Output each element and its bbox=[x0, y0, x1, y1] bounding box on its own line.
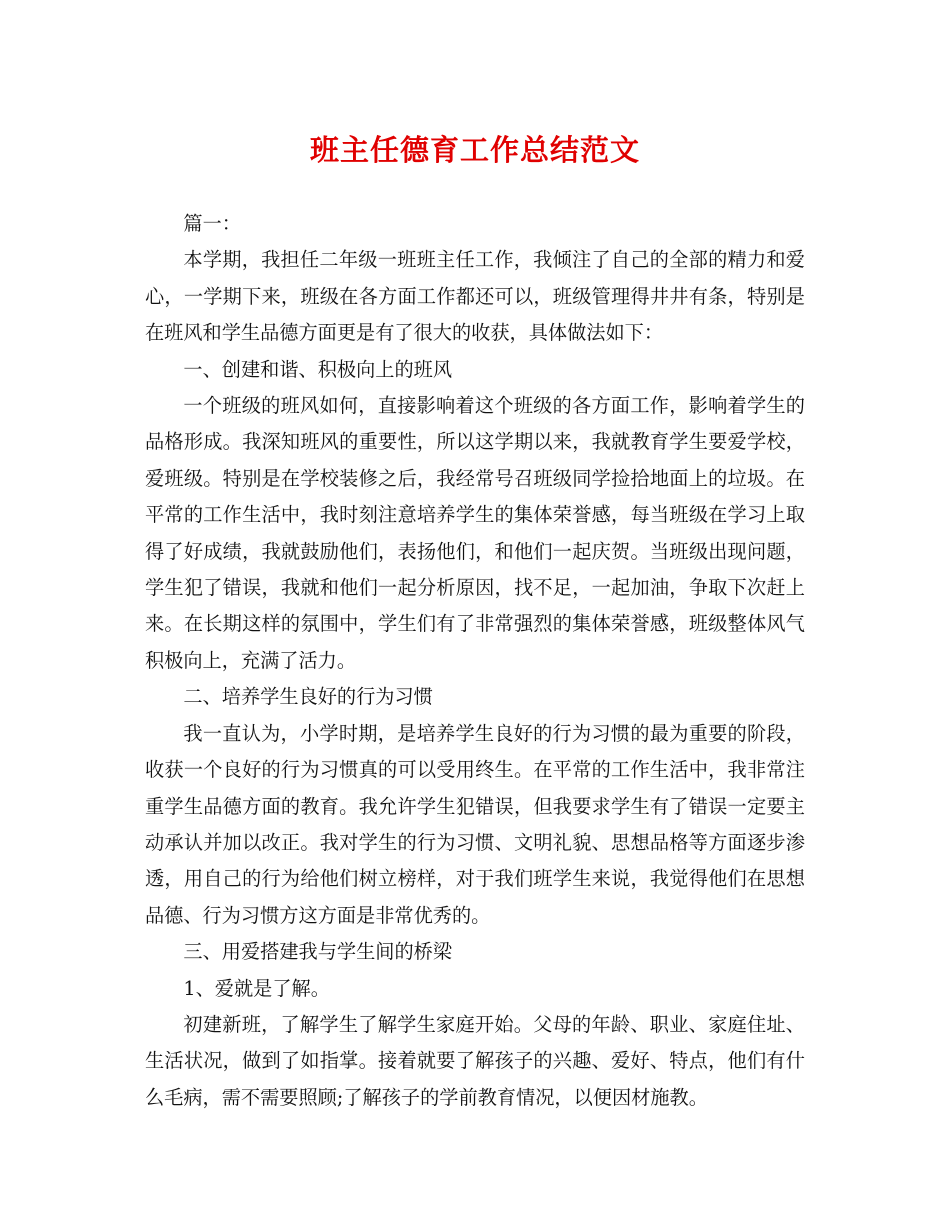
subheading-3-1: 1、爱就是了解。 bbox=[183, 976, 330, 1000]
document-body bbox=[145, 206, 805, 1116]
paragraph-section-1: 一个班级的班风如何，直接影响着这个班级的各方面工作，影响着学生的品格形成。我深知班风的重要性，所以这学期以来，我就教育学生要爱学校，爱班级。特别是在学校装修之后，我经常号召班级同学捡拾地面上的垃圾。在平常的工作生活中，我时刻注意培养学生的集体荣誉感，每当班级在学习上取得了好成绩，我就鼓励他们，表扬他们，和他们一起庆贺。当班级出现问题，学生犯了错误，我就和他们一起分析原因，找不足，一起加油，争取下次赶上来。在长期这样的氛围中，学生们有了非常强烈的集体荣誉感，班级整体风气积极向上，充满了活力。 bbox=[145, 394, 805, 672]
heading-section-1: 一、创建和谐、积极向上的班风 bbox=[183, 357, 453, 381]
paragraph-section-3-1: 初建新班，了解学生了解学生家庭开始。父母的年龄、职业、家庭住址、生活状况，做到了如指掌。接着就要了解孩子的兴趣、爱好、特点，他们有什么毛病，需不需要照顾;了解孩子的学前教育情况，以便因材施教。 bbox=[145, 1012, 805, 1109]
heading-section-3: 三、用爱搭建我与学生间的桥梁 bbox=[183, 940, 453, 964]
heading-section-2: 二、培养学生良好的行为习惯 bbox=[183, 685, 433, 709]
document-title: 班主任德育工作总结范文 bbox=[309, 133, 640, 167]
paragraph-intro: 本学期，我担任二年级一班班主任工作，我倾注了自己的全部的精力和爱心，一学期下来，班级在各方面工作都还可以，班级管理得井井有条，特别是在班风和学生品德方面更是有了很大的收获，具体做法如下： bbox=[145, 248, 805, 345]
paragraph-section-2: 我一直认为，小学时期，是培养学生良好的行为习惯的最为重要的阶段，收获一个良好的行为习惯真的可以受用终生。在平常的工作生活中，我非常注重学生品德方面的教育。我允许学生犯错误，但我要求学生有了错误一定要主动承认并加以改正。我对学生的行为习惯、文明礼貌、思想品格等方面逐步渗透，用自己的行为给他们树立榜样，对于我们班学生来说，我觉得他们在思想品德、行为习惯方这方面是非常优秀的。 bbox=[145, 721, 805, 927]
paragraph-section-label: 篇一： bbox=[183, 212, 241, 235]
